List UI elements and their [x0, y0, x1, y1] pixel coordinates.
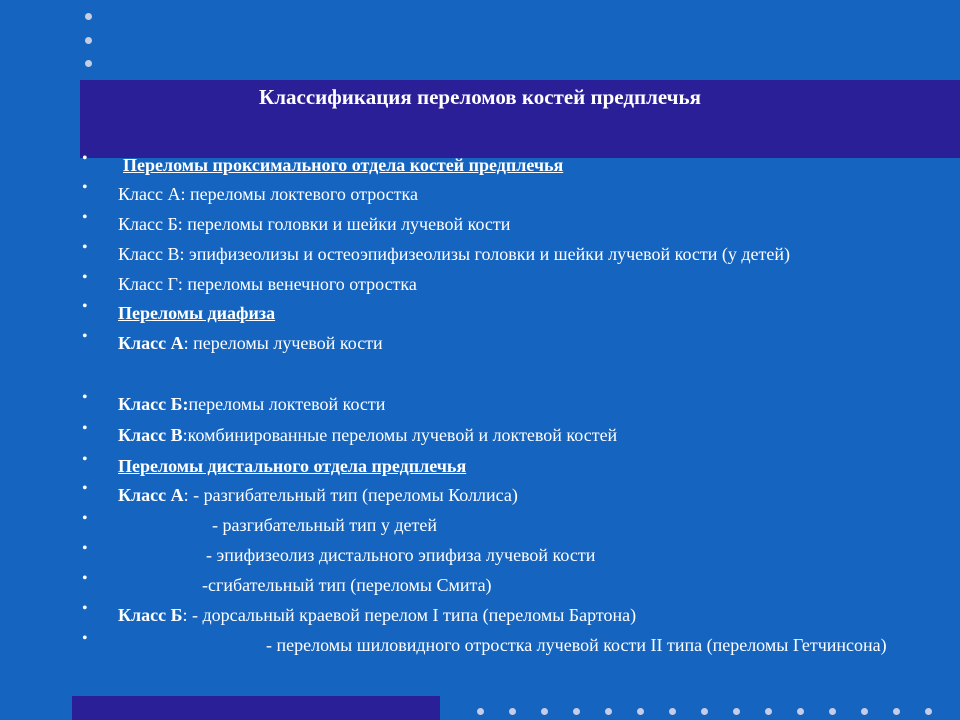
- bullet-icon: •: [82, 540, 88, 557]
- class-desc: :комбинированные переломы лучевой и локтевой костей: [182, 425, 618, 445]
- bullet-icon: •: [82, 451, 88, 468]
- item-text: Класс В: эпифизеолизы и остеоэпифизеолизы головки и шейки лучевой кости (у детей): [118, 244, 791, 264]
- bullet-icon: •: [82, 630, 88, 647]
- decor-dot: [573, 708, 580, 715]
- item-text-wrapped: - переломы шиловидного отростка лучевой кости II типа (переломы Гетчинсона): [266, 635, 887, 655]
- bullet-icon: •: [82, 389, 88, 406]
- decor-dot: [829, 708, 836, 715]
- decor-dot: [701, 708, 708, 715]
- decor-dot: [637, 708, 644, 715]
- bullet-icon: •: [82, 510, 88, 527]
- section-heading: Переломы проксимального отдела костей предплечья: [123, 155, 564, 175]
- bullet-icon: •: [82, 570, 88, 587]
- bullet-icon: •: [82, 269, 88, 286]
- decor-dot: [85, 37, 92, 44]
- item-text: [118, 424, 617, 446]
- item-text: [118, 484, 518, 506]
- bottom-band: [72, 696, 440, 720]
- item-text: [118, 604, 636, 626]
- section-heading: Переломы диафиза: [118, 303, 276, 323]
- decor-dot: [85, 13, 92, 20]
- decor-dot: [669, 708, 676, 715]
- item-text: -сгибательный тип (переломы Смита): [202, 575, 492, 595]
- item-text: - эпифизеолиз дистального эпифиза лучевой кости: [206, 545, 596, 565]
- decor-dot: [605, 708, 612, 715]
- bullet-icon: •: [82, 328, 88, 345]
- decor-dot: [85, 60, 92, 67]
- class-label: Класс Б:: [118, 394, 189, 414]
- decor-dot: [733, 708, 740, 715]
- decor-dot: [925, 708, 932, 715]
- class-label: Класс Б: [118, 605, 183, 625]
- decor-dot: [477, 708, 484, 715]
- bullet-icon: •: [82, 239, 88, 256]
- bullet-icon: •: [82, 209, 88, 226]
- class-desc: : - дорсальный краевой перелом I типа (переломы Бартона): [182, 605, 637, 625]
- decor-dot: [861, 708, 868, 715]
- class-label: Класс В: [118, 425, 183, 445]
- class-desc: : переломы лучевой кости: [183, 333, 383, 353]
- item-text: Класс А: переломы локтевого отростка: [118, 184, 418, 204]
- decor-dot: [509, 708, 516, 715]
- bullet-icon: •: [82, 298, 88, 315]
- decor-dot: [541, 708, 548, 715]
- item-text: [118, 393, 385, 415]
- bullet-icon: •: [82, 600, 88, 617]
- decor-dot: [765, 708, 772, 715]
- bullet-icon: •: [82, 480, 88, 497]
- slide-title: Классификация переломов костей предплечья: [259, 85, 701, 109]
- item-text: Класс Б: переломы головки и шейки лучевой кости: [118, 214, 511, 234]
- decor-dot: [797, 708, 804, 715]
- class-desc: переломы локтевой кости: [188, 394, 386, 414]
- item-text: - разгибательный тип у детей: [212, 515, 437, 535]
- bullet-icon: •: [82, 179, 88, 196]
- section-heading: Переломы дистального отдела предплечья: [118, 456, 467, 476]
- class-label: Класс А: [118, 485, 184, 505]
- item-text: [118, 332, 383, 354]
- item-text: Класс Г: переломы венечного отростка: [118, 274, 417, 294]
- decor-dot: [893, 708, 900, 715]
- class-desc: : - разгибательный тип (переломы Коллиса): [183, 485, 518, 505]
- bullet-icon: •: [82, 150, 88, 167]
- bullet-icon: •: [82, 420, 88, 437]
- class-label: Класс А: [118, 333, 184, 353]
